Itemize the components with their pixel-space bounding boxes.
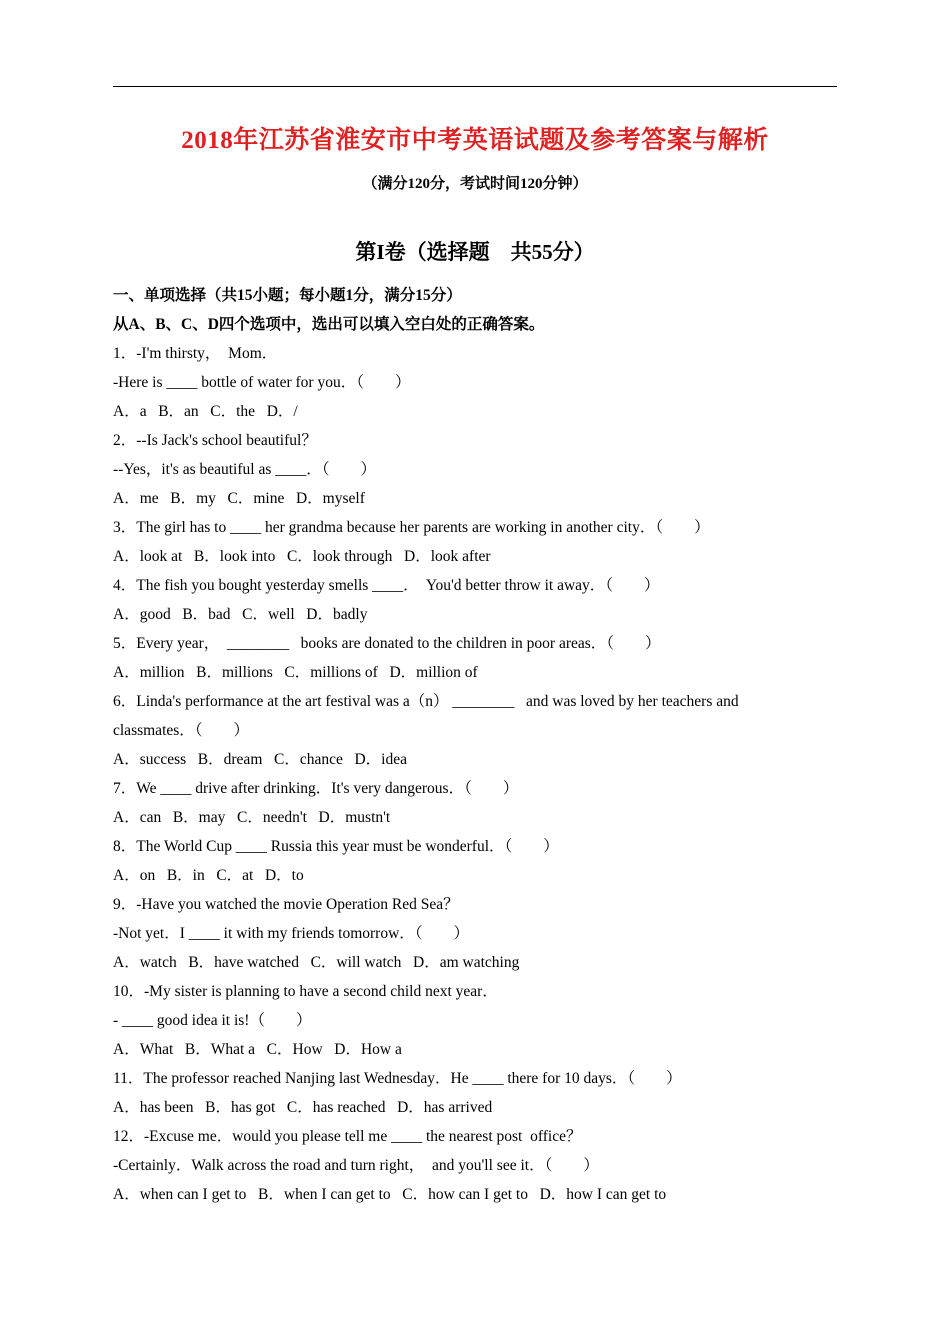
- document-subtitle: （满分120分，考试时间120分钟）: [362, 176, 588, 192]
- question-line: 12．-Excuse me．would you please tell me ____ the nearest post office？: [113, 1128, 582, 1145]
- question-line: -Not yet．I ____ it with my friends tomorrow．（ ）: [113, 925, 470, 942]
- question-line: - ____ good idea it is!（ ）: [113, 1012, 312, 1029]
- question-line: 3．The girl has to ____ her grandma because her parents are working in another city．（ ）: [113, 519, 710, 536]
- question-line: A．watch B．have watched C．will watch D．am watching: [113, 954, 520, 971]
- question-line: A．good B．bad C．well D．badly: [113, 606, 368, 623]
- question-line: -Certainly．Walk across the road and turn right， and you'll see it．（ ）: [113, 1157, 599, 1174]
- part-heading: 一、单项选择（共15小题；每小题1分，满分15分）: [113, 287, 462, 304]
- question-line: A．million B．millions C．millions of D．million of: [113, 664, 478, 681]
- question-line: -Here is ____ bottle of water for you．（ ）: [113, 374, 411, 391]
- section-title: 第I卷（选择题 共55分）: [355, 240, 595, 264]
- question-line: --Yes，it's as beautiful as ____．（ ）: [113, 461, 376, 478]
- question-lines: [113, 339, 837, 1209]
- document-title: 2018年江苏省淮安市中考英语试题及参考答案与解析: [181, 127, 769, 154]
- question-list: [113, 281, 837, 1209]
- part-instruction: 从A、B、C、D四个选项中，选出可以填入空白处的正确答案。: [113, 316, 545, 333]
- question-line: 4．The fish you bought yesterday smells ____． You'd better throw it away．（ ）: [113, 577, 660, 594]
- question-line: 11．The professor reached Nanjing last Wednesday．He ____ there for 10 days．（ ）: [113, 1070, 682, 1087]
- question-line: 8．The World Cup ____ Russia this year must be wonderful．（ ）: [113, 838, 559, 855]
- question-line: A．on B．in C．at D．to: [113, 867, 304, 884]
- question-line: 5．Every year， ________ books are donated to the children in poor areas．（ ）: [113, 635, 661, 652]
- question-line: A．What B．What a C．How D．How a: [113, 1041, 402, 1058]
- question-line: 10．-My sister is planning to have a second child next year．: [113, 983, 498, 1000]
- question-line: A．can B．may C．needn't D．mustn't: [113, 809, 391, 826]
- question-line: 7．We ____ drive after drinking．It's very dangerous．（ ）: [113, 780, 519, 797]
- question-line: A．look at B．look into C．look through D．look after: [113, 548, 491, 565]
- question-line: 9．-Have you watched the movie Operation Red Sea？: [113, 896, 459, 913]
- question-line: 2．--Is Jack's school beautiful？: [113, 432, 317, 449]
- question-line: A．has been B．has got C．has reached D．has arrived: [113, 1099, 493, 1116]
- question-line: A．success B．dream C．chance D．idea: [113, 751, 407, 768]
- question-line: A．me B．my C．mine D．myself: [113, 490, 365, 507]
- question-line: A．when can I get to B．when I can get to C．how can I get to D．how I can get to: [113, 1186, 667, 1203]
- question-line: 6．Linda's performance at the art festival was a（n） ________ and was loved by her teachers and: [113, 693, 739, 710]
- question-line: A．a B．an C．the D．/: [113, 403, 298, 420]
- question-line: classmates．（ ）: [113, 722, 250, 739]
- question-line: 1．-I'm thirsty， Mom．: [113, 345, 278, 362]
- header-rule: [113, 86, 837, 87]
